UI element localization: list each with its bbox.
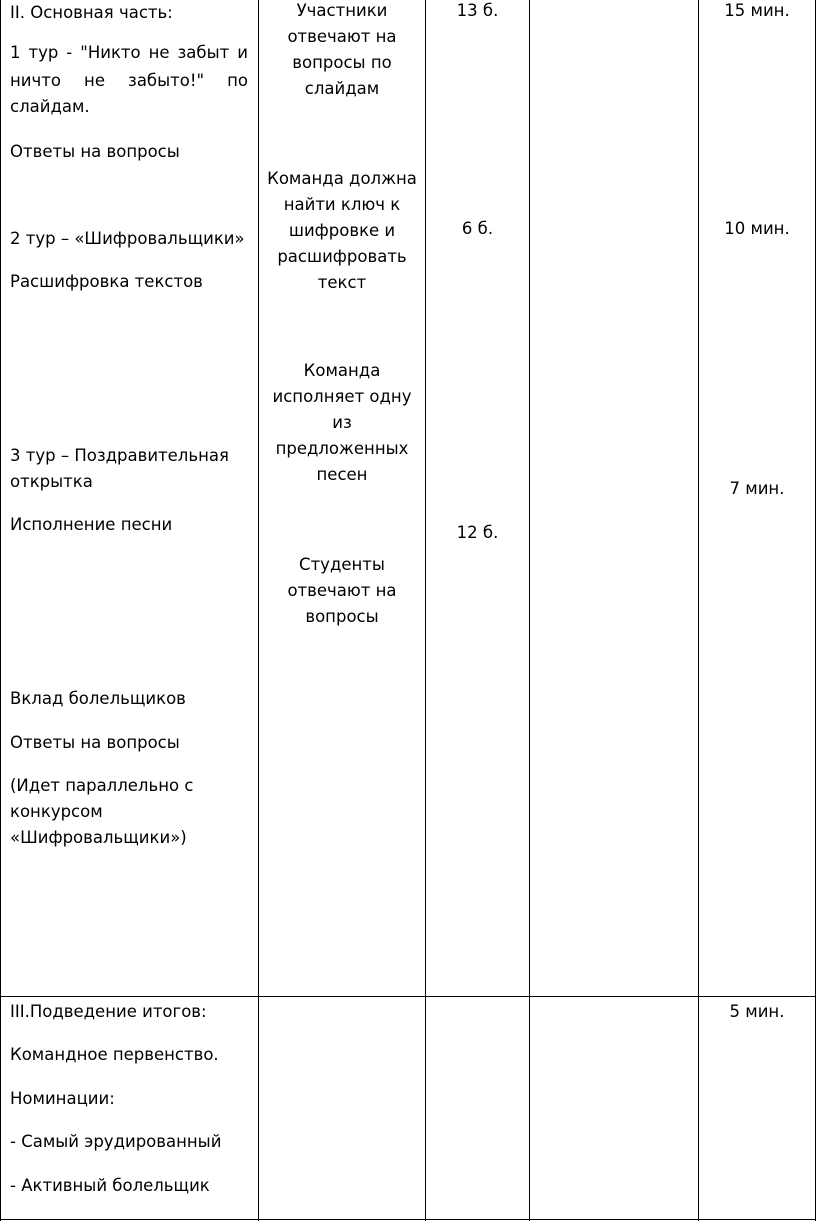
tour2-time: 10 мин. <box>724 219 790 238</box>
tour1-title-line1: 1 тур - "Никто не забыт и <box>10 43 248 62</box>
fans-points: 12 б. <box>456 523 499 542</box>
tour3-participants-line3: из <box>332 413 352 432</box>
fans-participants-line3: вопросы <box>305 607 379 626</box>
row-divider <box>0 996 816 997</box>
tour1-participants-line4: слайдам <box>304 79 380 98</box>
fans-note-line3: «Шифровальщики») <box>10 828 187 847</box>
section3-line4: - Активный болельщик <box>10 1176 210 1195</box>
section3-line1: Командное первенство. <box>10 1045 219 1064</box>
tour2-points: 6 б. <box>461 219 494 238</box>
tour1-participants-line3: вопросы по <box>292 53 392 72</box>
tour3-participants-line1: Команда <box>303 361 381 380</box>
table-border-col3 <box>529 0 530 1221</box>
tour1-time: 15 мин. <box>724 1 790 20</box>
table-border-bottom <box>0 1219 816 1220</box>
tour1-points: 13 б. <box>456 1 499 20</box>
tour3-title-line1: 3 тур – Поздравительная <box>10 446 229 465</box>
tour2-activity: Расшифровка текстов <box>10 272 203 291</box>
tour2-participants-line4: расшифровать <box>277 247 407 266</box>
section3-line2: Номинации: <box>10 1089 115 1108</box>
tour3-participants-line4: предложенных <box>275 439 409 458</box>
tour3-title-line2: открытка <box>10 472 93 491</box>
tour2-participants-line5: текст <box>317 273 367 292</box>
section3-title: III.Подведение итогов: <box>10 1002 207 1021</box>
fans-note-line2: конкурсом <box>10 802 103 821</box>
fans-title: Вклад болельщиков <box>10 689 186 708</box>
section3-time: 5 мин. <box>729 1002 785 1021</box>
fans-note-line1: (Идет параллельно с <box>10 776 194 795</box>
tour3-activity: Исполнение песни <box>10 515 173 534</box>
tour1-participants-line2: отвечают на <box>287 27 397 46</box>
fans-participants-line2: отвечают на <box>287 581 397 600</box>
tour2-participants-line2: найти ключ к <box>283 195 401 214</box>
tour1-title-line2: ничто не забыто!" по <box>10 71 248 90</box>
tour3-participants-line5: песен <box>316 465 368 484</box>
table-border-col4 <box>698 0 699 1221</box>
tour3-time: 7 мин. <box>729 479 785 498</box>
fans-activity: Ответы на вопросы <box>10 733 180 752</box>
tour2-title: 2 тур – «Шифровальщики» <box>10 229 245 248</box>
section3-line3: - Самый эрудированный <box>10 1132 222 1151</box>
section2-title: II. Основная часть: <box>10 3 173 22</box>
tour2-participants-line3: шифровке и <box>288 221 396 240</box>
tour1-title-line3: слайдам. <box>10 97 90 116</box>
table-border-left <box>0 0 1 1221</box>
tour1-activity: Ответы на вопросы <box>10 142 180 161</box>
fans-participants-line1: Студенты <box>299 555 385 574</box>
tour2-participants-line1: Команда должна <box>267 169 417 188</box>
tour3-participants-line2: исполняет одну <box>272 387 412 406</box>
tour1-participants-line1: Участники <box>296 1 388 20</box>
table-border-col2 <box>425 0 426 1221</box>
